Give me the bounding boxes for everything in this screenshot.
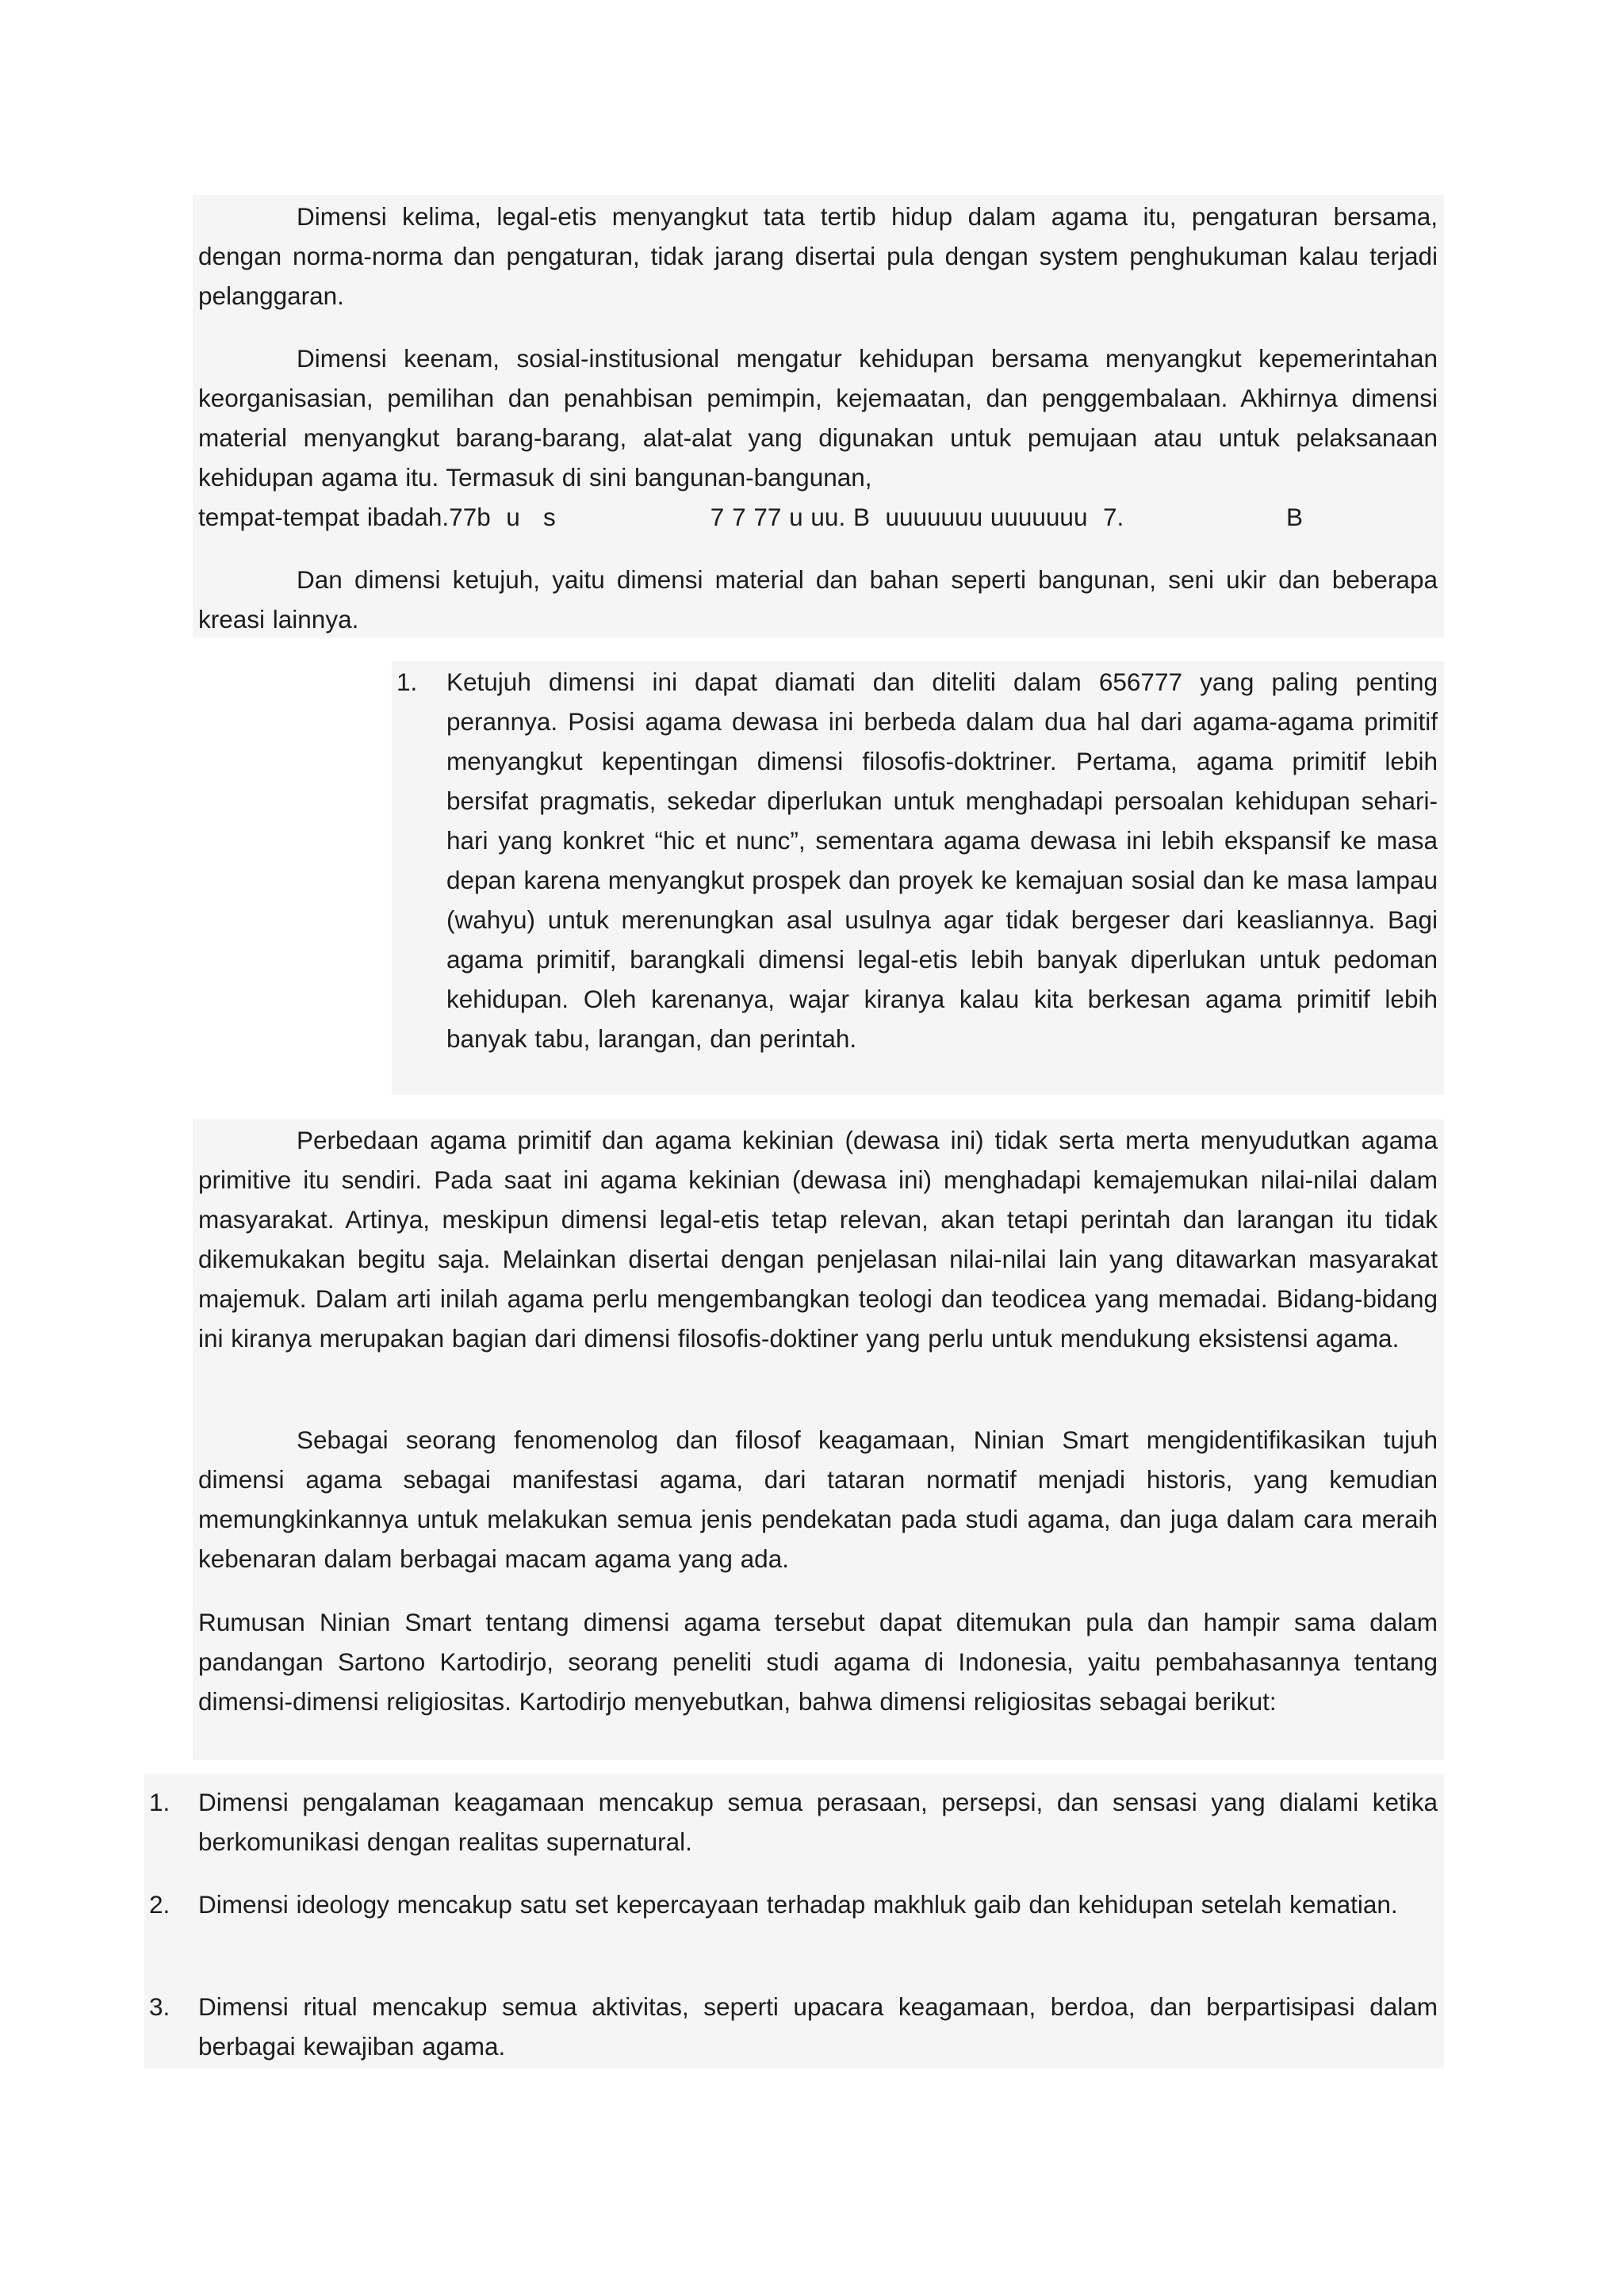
list-item-dimensi-pengalaman: Dimensi pengalaman keagamaan mencakup semua perasaan, persepsi, dan sensasi yang dialami ketika berkomunikasi dengan realitas supernatural. <box>198 1788 1438 1856</box>
list-item-ketujuh-dimensi: Ketujuh dimensi ini dapat diamati dan diteliti dalam 656777 yang paling penting perannya. Posisi agama dewasa ini berbeda dalam dua hal dari agama-agama primitif menyangkut kepentingan dimensi filosofis-doktriner. Pertama, agama primitif lebih bersifat pragmatis, sekedar diperlukan untuk menghadapi persoalan kehidupan sehari-hari yang konkret “hic et nunc”, sementara agama dewasa ini lebih ekspansif ke masa depan karena menyangkut prospek dan proyek ke kemajuan sosial dan ke masa lampau (wahyu) untuk merenungkan asal usulnya agar tidak bergeser dari keasliannya. Bagi agama primitif, barangkali dimensi legal-etis lebih banyak diperlukan untuk pedoman kehidupan. Oleh karenanya, wajar kiranya kalau kita berkesan agama primitif lebih banyak tabu, larangan, dan perintah. <box>446 668 1438 1053</box>
paragraph-dimensi-keenam-last-line: tempat-tempat ibadah.77b u s 7 7 77 u uu. B uuuuuuu uuuuuuu 7. B <box>198 503 1304 531</box>
list-number: 1. <box>396 668 418 696</box>
paragraph-rumusan-ninian-smart: Rumusan Ninian Smart tentang dimensi agama tersebut dapat ditemukan pula dan hampir sama dalam pandangan Sartono Kartodirjo, seorang peneliti studi agama di Indonesia, yaitu pembahasannya tentang dimensi-dimensi religiositas. Kartodirjo menyebutkan, bahwa dimensi religiositas sebagai berikut: <box>198 1608 1438 1716</box>
paragraph-dimensi-keenam: Dimensi keenam, sosial-institusional mengatur kehidupan bersama menyangkut kepemerintahan keorganisasian, pemilihan dan penahbisan pemimpin, kejemaatan, dan penggembalaan. Akhirnya dimensi material menyangkut barang-barang, alat-alat yang digunakan untuk pemujaan atau untuk pelaksanaan kehidupan agama itu. Termasuk di sini bangunan-bangunan, <box>198 344 1438 492</box>
paragraph-perbedaan-agama: Perbedaan agama primitif dan agama kekinian (dewasa ini) tidak serta merta menyudutkan agama primitive itu sendiri. Pada saat ini agama kekinian (dewasa ini) menghadapi kemajemukan nilai-nilai dalam masyarakat. Artinya, meskipun dimensi legal-etis tetap relevan, akan tetapi perintah dan larangan itu tidak dikemukakan begitu saja. Melainkan disertai dengan penjelasan nilai-nilai lain yang ditawarkan masyarakat majemuk. Dalam arti inilah agama perlu mengembangkan teologi dan teodicea yang memadai. Bidang-bidang ini kiranya merupakan bagian dari dimensi filosofis-doktiner yang perlu untuk mendukung eksistensi agama. <box>198 1126 1438 1353</box>
list-number: 2. <box>149 1890 170 1919</box>
list-number: 3. <box>149 1992 170 2021</box>
list-item-dimensi-ritual: Dimensi ritual mencakup semua aktivitas, seperti upacara keagamaan, berdoa, dan berpartisipasi dalam berbagai kewajiban agama. <box>198 1992 1438 2061</box>
paragraph-dimensi-kelima: Dimensi kelima, legal-etis menyangkut tata tertib hidup dalam agama itu, pengaturan bersama, dengan norma-norma dan pengaturan, tidak jarang disertai pula dengan system penghukuman kalau terjadi pelanggaran. <box>198 202 1438 310</box>
list-number: 1. <box>149 1788 170 1816</box>
paragraph-dimensi-ketujuh: Dan dimensi ketujuh, yaitu dimensi material dan bahan seperti bangunan, seni ukir dan beberapa kreasi lainnya. <box>198 565 1438 633</box>
paragraph-ninian-smart: Sebagai seorang fenomenolog dan filosof keagamaan, Ninian Smart mengidentifikasikan tujuh dimensi agama sebagai manifestasi agama, dari tataran normatif menjadi historis, yang kemudian memungkinkannya untuk melakukan semua jenis pendekatan pada studi agama, dan juga dalam cara meraih kebenaran dalam berbagai macam agama yang ada. <box>198 1425 1438 1573</box>
list-item-dimensi-ideology: Dimensi ideology mencakup satu set kepercayaan terhadap makhluk gaib dan kehidupan setelah kematian. <box>198 1890 1398 1919</box>
